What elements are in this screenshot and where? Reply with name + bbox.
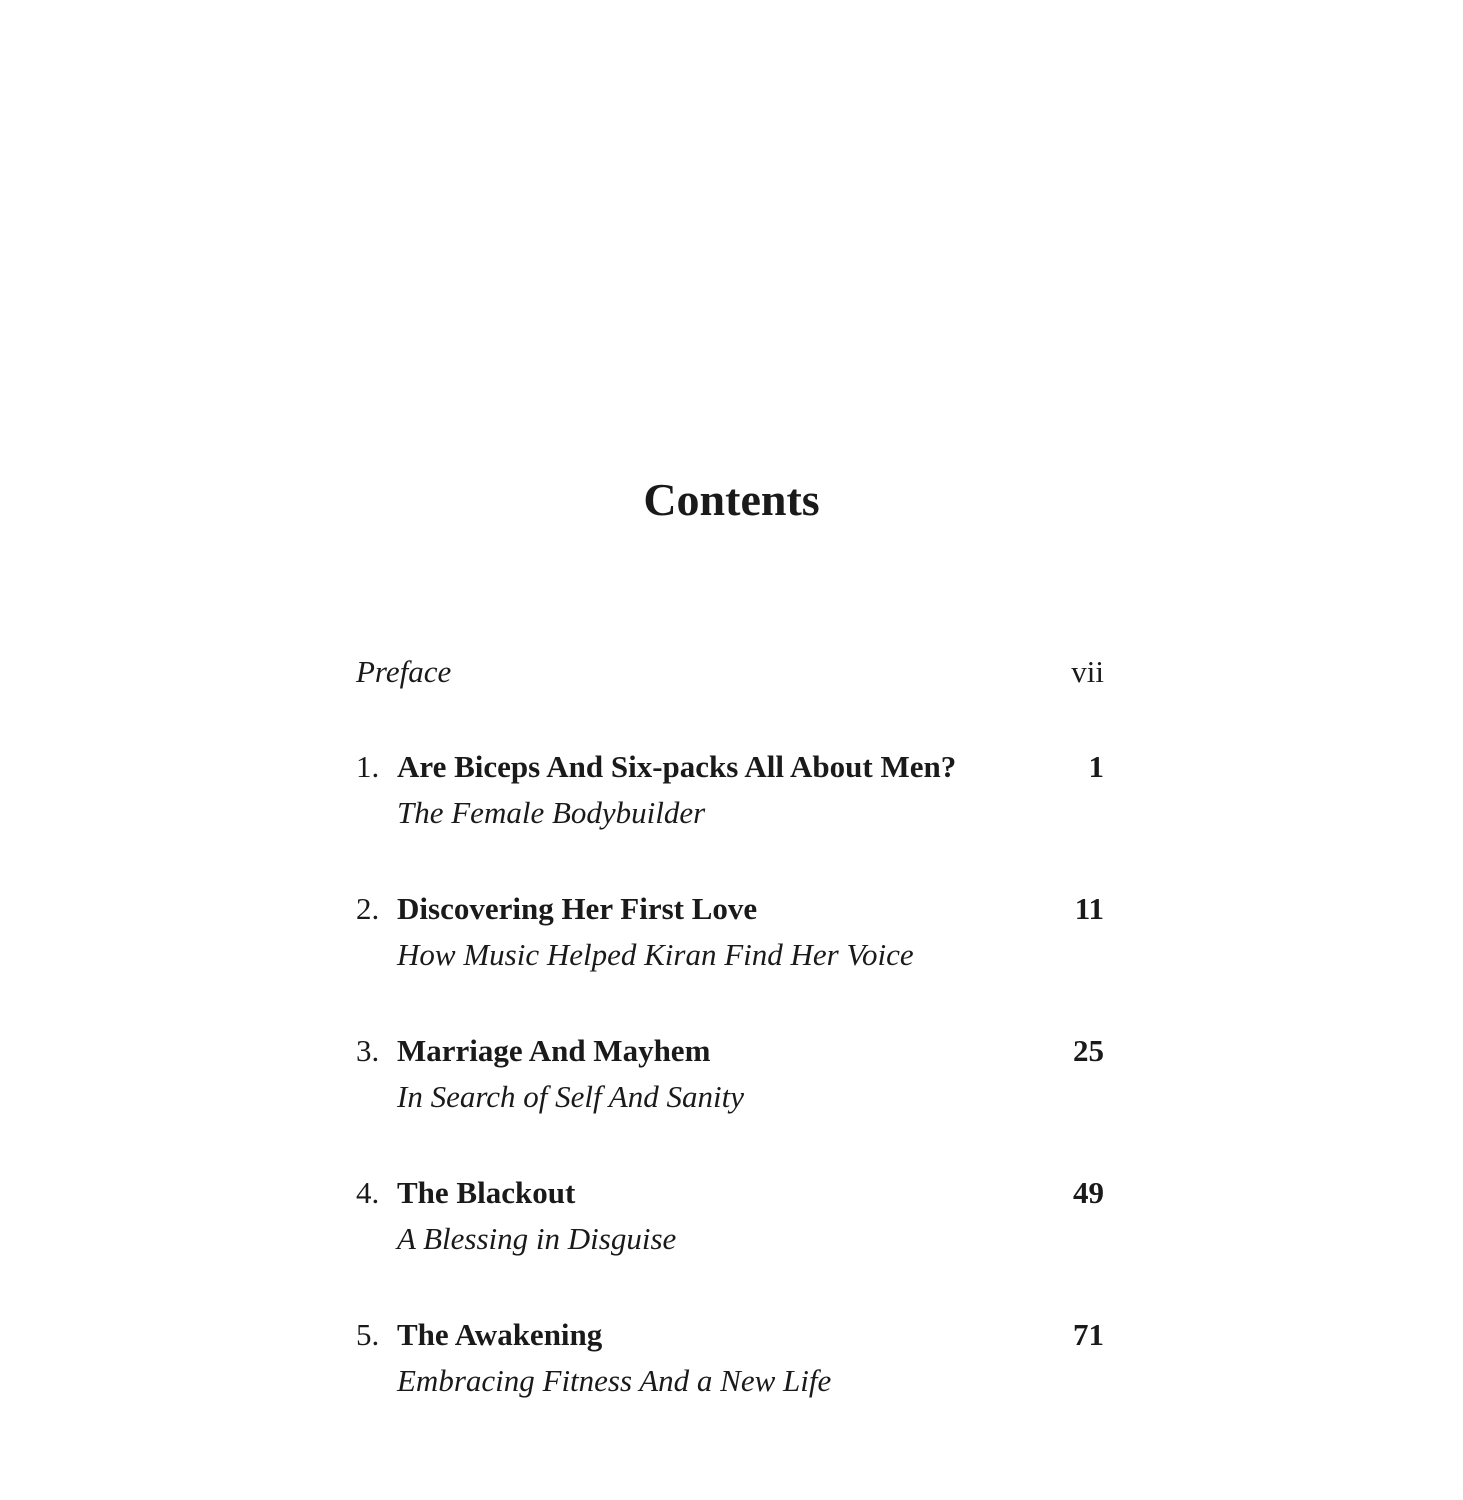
toc-entry-preface[interactable] <box>356 650 1104 694</box>
chapter-page-number: 11 <box>1074 891 1104 926</box>
toc-entry-chapter-4[interactable] <box>356 1171 1104 1256</box>
chapter-number: 5. <box>356 1317 380 1352</box>
toc-entry-chapter-2[interactable] <box>356 887 1104 972</box>
chapter-subtitle: In Search of Self And Sanity <box>397 1079 744 1114</box>
chapter-title: The Blackout <box>397 1175 576 1210</box>
chapter-number: 2. <box>356 891 380 926</box>
preface-page-number: vii <box>1071 654 1104 689</box>
chapter-page-number: 49 <box>1073 1175 1104 1210</box>
chapter-number: 3. <box>356 1033 380 1068</box>
chapter-number: 1. <box>356 749 380 784</box>
preface-label: Preface <box>356 654 452 689</box>
chapter-page-number: 25 <box>1073 1033 1104 1068</box>
chapter-subtitle: How Music Helped Kiran Find Her Voice <box>397 937 914 972</box>
toc-entry-chapter-3[interactable] <box>356 1029 1104 1114</box>
chapter-page-number: 1 <box>1088 749 1104 784</box>
chapter-subtitle: The Female Bodybuilder <box>397 795 706 830</box>
chapter-number: 4. <box>356 1175 380 1210</box>
chapter-title: The Awakening <box>397 1317 603 1352</box>
chapter-title: Marriage And Mayhem <box>397 1033 711 1068</box>
chapter-title: Discovering Her First Love <box>397 891 758 926</box>
page-title: Contents <box>643 474 820 525</box>
table-of-contents <box>356 650 1104 1398</box>
toc-entry-chapter-1[interactable] <box>356 745 1104 830</box>
chapter-page-number: 71 <box>1073 1317 1104 1352</box>
chapter-subtitle: A Blessing in Disguise <box>397 1221 677 1256</box>
chapter-subtitle: Embracing Fitness And a New Life <box>397 1363 832 1398</box>
chapter-title: Are Biceps And Six-packs All About Men? <box>397 749 957 784</box>
toc-entry-chapter-5[interactable] <box>356 1313 1104 1398</box>
